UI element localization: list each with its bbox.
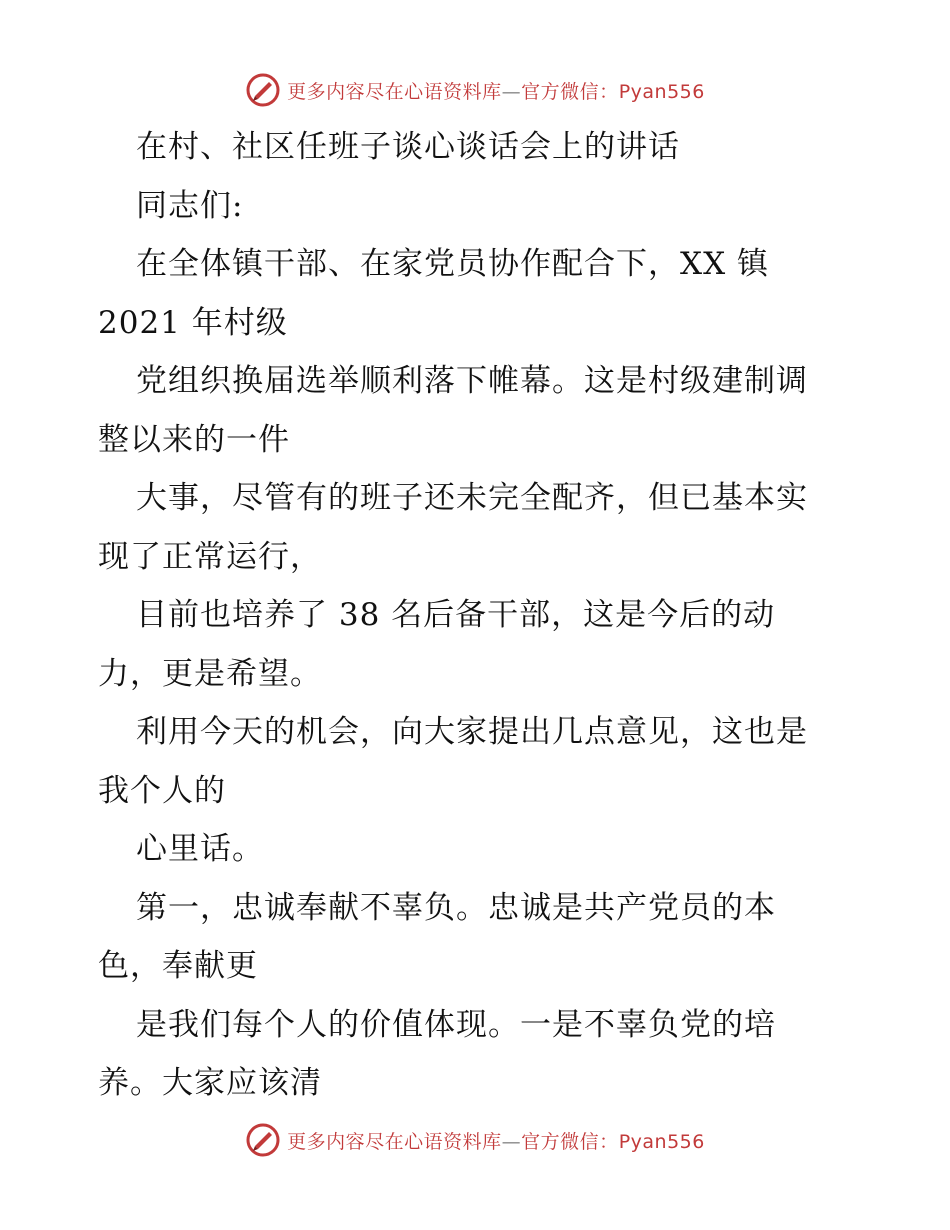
paragraph-line: 第一，忠诚奉献不辜负。忠诚是共产党员的本 [136,889,776,926]
paragraph-line: 整以来的一件 [98,421,290,458]
banner-separator: — [501,80,522,103]
document-title: 在村、社区任班子谈心谈话会上的讲话 [136,129,680,165]
document-body [98,118,858,1113]
paragraph-line: 在全体镇干部、在家党员协作配合下，XX 镇 [136,246,769,282]
paragraph-line: 我个人的 [98,772,226,809]
banner-separator: — [501,1130,522,1153]
footer-banner [0,1120,950,1160]
paragraph-line: 是我们每个人的价值体现。一是不辜负党的培 [136,1006,776,1043]
red-pen-logo-icon [245,72,281,108]
paragraph-line: 现了正常运行， [98,538,322,575]
salutation: 同志们: [136,187,244,224]
paragraph-line: 利用今天的机会，向大家提出几点意见，这也是 [136,714,808,750]
banner-text [287,77,705,104]
header-banner [0,70,950,110]
banner-main-text: 更多内容尽在心语资料库 [287,1130,502,1153]
paragraph-line: 心里话。 [136,831,264,867]
banner-main-text: 更多内容尽在心语资料库 [287,80,502,103]
banner-suffix-text: 官方微信： [521,1130,619,1153]
paragraph-line: 党组织换届选举顺利落下帷幕。这是村级建制调 [136,363,808,399]
red-pen-logo-icon [245,1122,281,1158]
banner-wechat-id: Pyan556 [618,1130,705,1153]
paragraph-line: 目前也培养了 38 名后备干部，这是今后的动 [136,597,776,633]
paragraph-line: 力，更是希望。 [98,655,322,692]
banner-wechat-id: Pyan556 [618,80,705,103]
banner-suffix-text: 官方微信： [521,80,619,103]
paragraph-line: 色，奉献更 [98,948,258,984]
paragraph-line: 养。大家应该清 [98,1065,322,1101]
paragraph-line: 大事，尽管有的班子还未完全配齐，但已基本实 [136,480,808,516]
banner-text [287,1127,705,1154]
paragraph-line: 2021 年村级 [98,304,288,341]
